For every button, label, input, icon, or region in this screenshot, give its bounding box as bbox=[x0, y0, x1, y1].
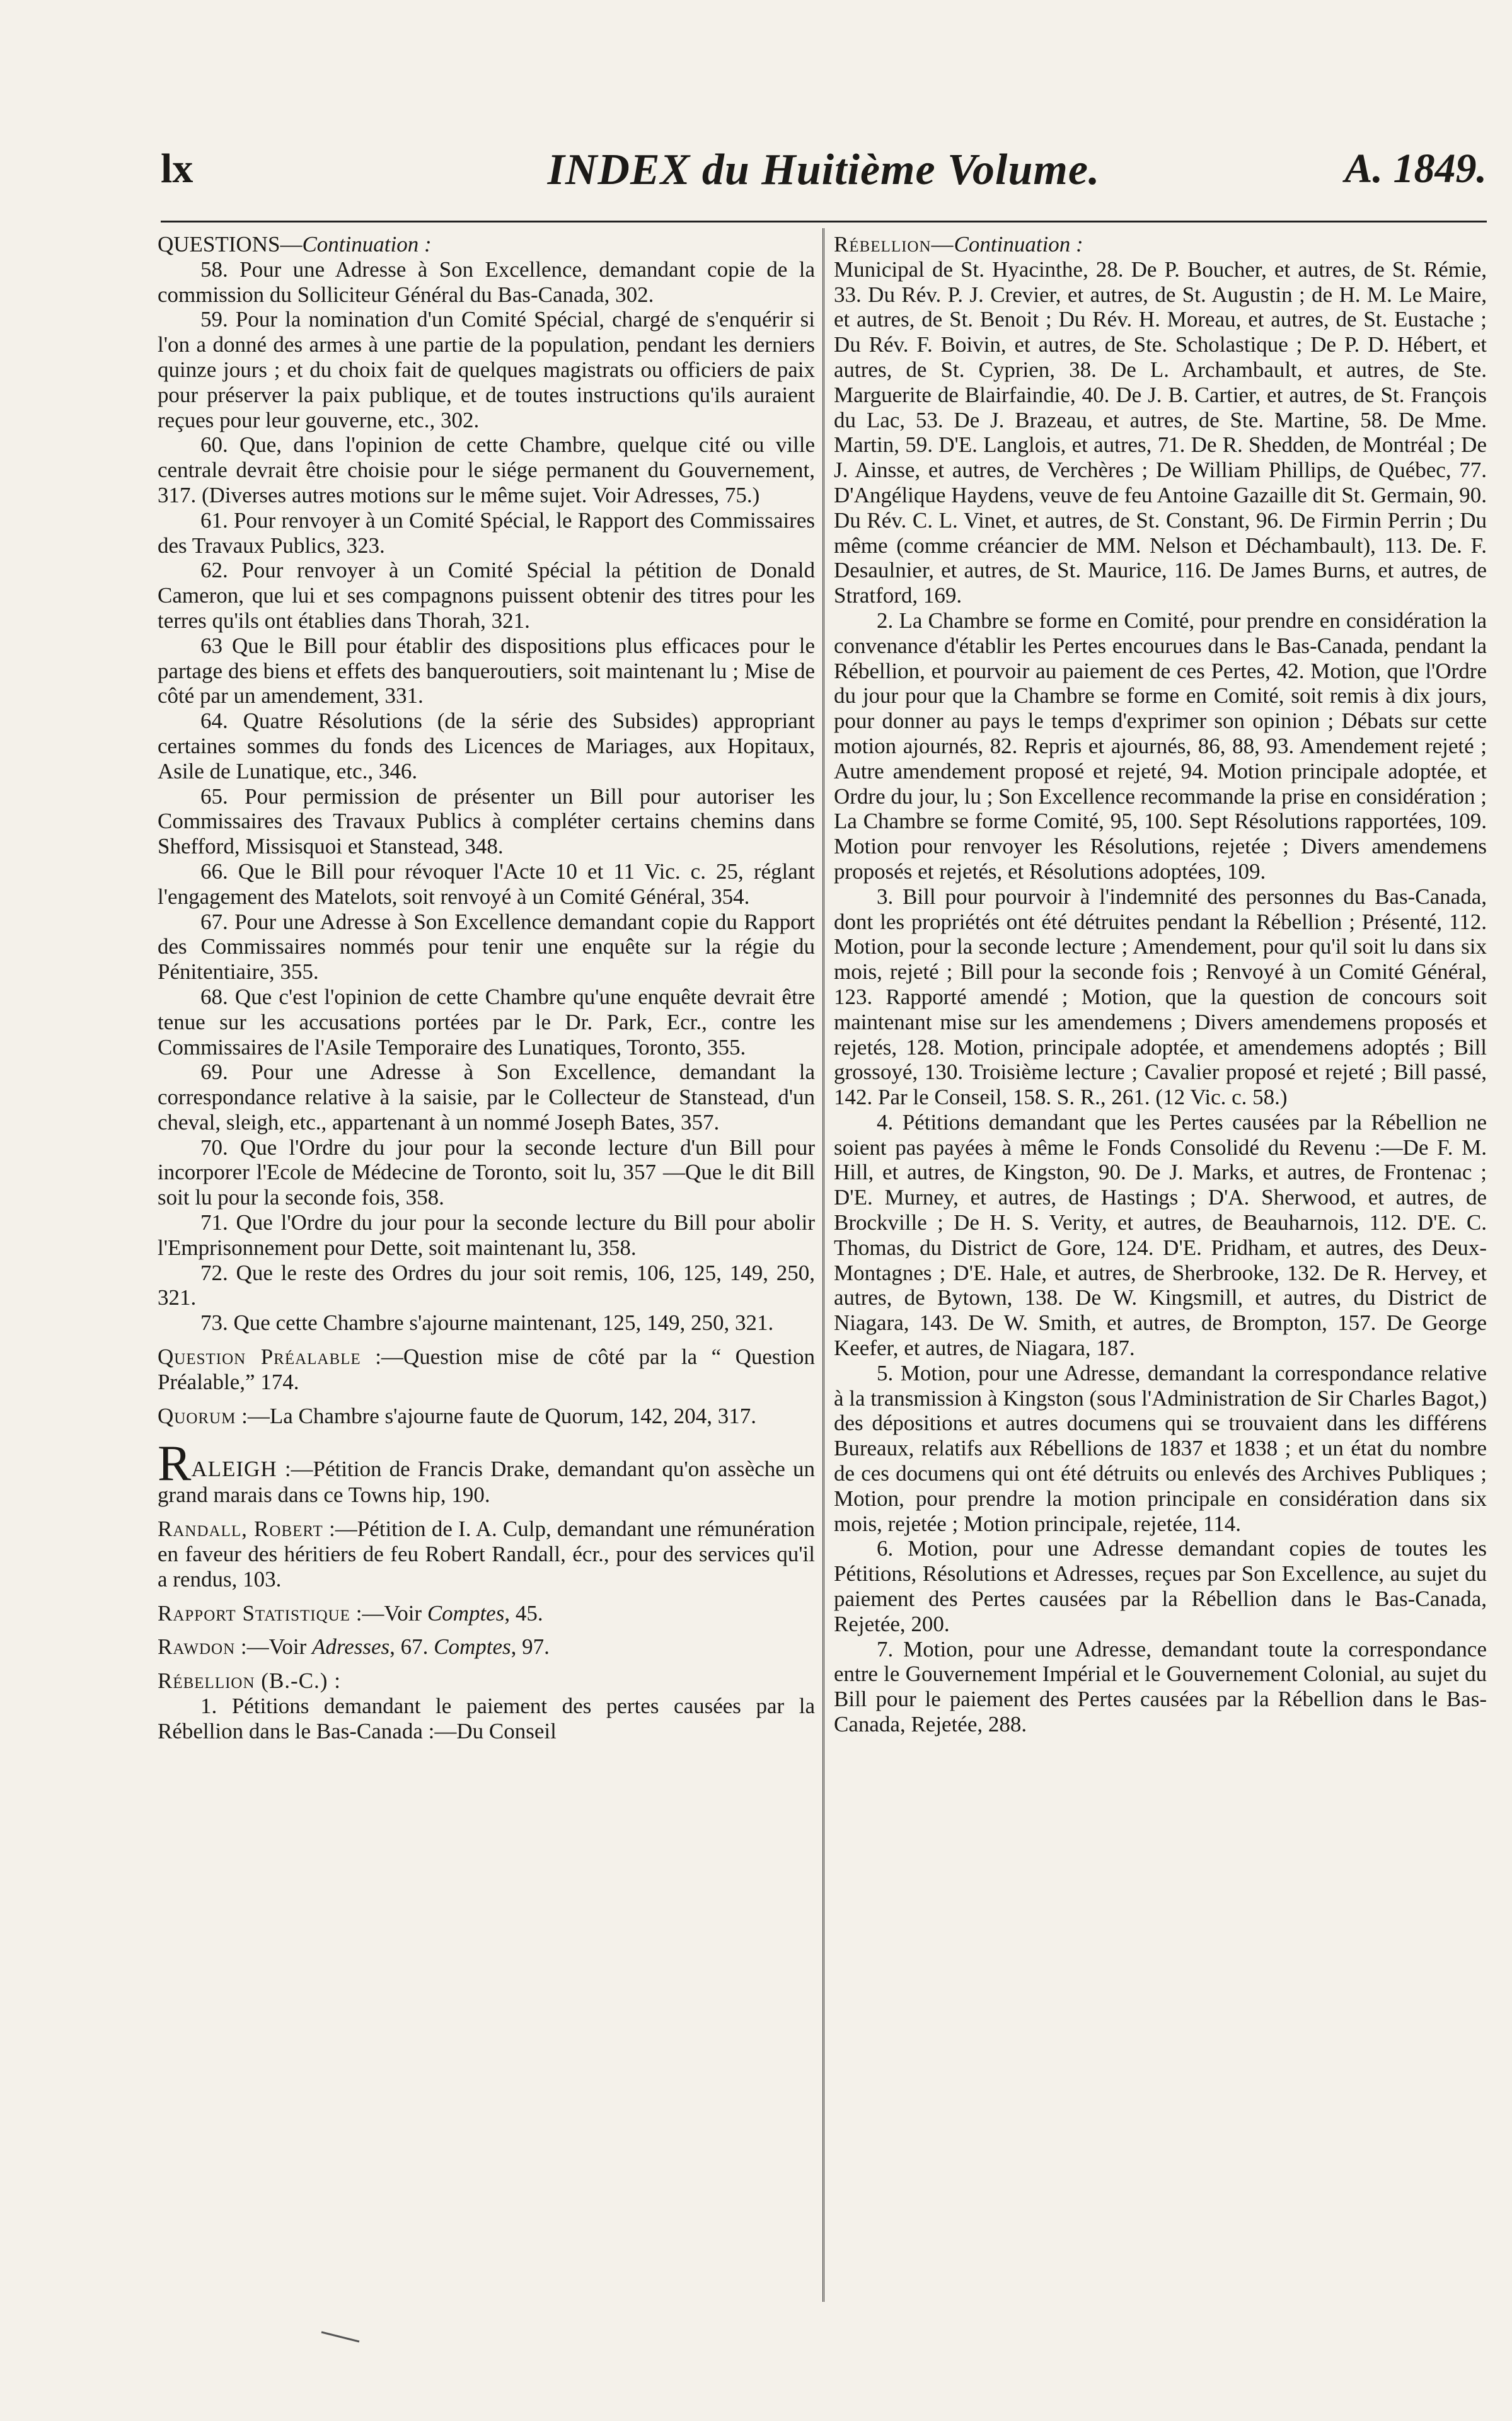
index-entry: 71. Que l'Ordre du jour pour la seconde lecture du Bill pour abolir l'Emprisonnement pour Dette, soit maintenant lu, 358. bbox=[158, 1210, 815, 1260]
index-entry: 70. Que l'Ordre du jour pour la seconde lecture d'un Bill pour incorporer l'Ecole de Médecine de Toronto, soit lu, 357 —Que le dit Bill soit lu pour la seconde fois, 358. bbox=[158, 1135, 815, 1210]
volume-year: A. 1849. bbox=[1344, 146, 1487, 192]
rapport-statistique-entry: Rapport Statistique :—Voir Comptes, 45. bbox=[158, 1600, 543, 1626]
rebellion-heading: Rébellion (B.-C.) : bbox=[158, 1668, 341, 1694]
index-entry: 62. Pour renvoyer à un Comité Spécial la pétition de Donald Cameron, que lui et ses compagnons puissent obtenir des titres pour les terres qu'ils ont établies dans Thorah, 321. bbox=[158, 558, 815, 633]
question-prealable-entry: Question Préalable :—Question mise de côté par la “ Question Préalable,” 174. bbox=[158, 1344, 815, 1394]
index-entry: 2. La Chambre se forme en Comité, pour prendre en considération la convenance d'établir les Pertes encourues dans le Bas-Canada, pendant la Rébellion, et pourvoir au paiement de ces Pertes, 42. Motion, que l'Ordre du jour pour que la Chambre se forme en Comité, soit remis à dix jours, pour donner au pays le temps d'exprimer son opinion ; Débats sur cette motion ajournés, 82. Repris et ajournés, 86, 88, 93. Amendement rejeté ; Autre amendement proposé et rejeté, 94. Motion principale adoptée, et Ordre du jour, lu ; Son Excellence recommande la prise en considération ; La Chambre se forme Comité, 95, 100. Sept Résolutions rapportées, 109. Motion pour renvoyer les Résolutions, rejetée ; Divers amendemens proposés et rejetés, et Résolutions adoptées, 109. bbox=[834, 608, 1487, 884]
index-entry: 72. Que le reste des Ordres du jour soit remis, 106, 125, 149, 250, 321. bbox=[158, 1260, 815, 1310]
quorum-entry: Quorum :—La Chambre s'ajourne faute de Quorum, 142, 204, 317. bbox=[158, 1403, 757, 1428]
header-rule bbox=[161, 221, 1487, 222]
index-entry: 73. Que cette Chambre s'ajourne maintenant, 125, 149, 250, 321. bbox=[200, 1310, 774, 1336]
section-initial: R bbox=[158, 1436, 192, 1492]
index-entry: 65. Pour permission de présenter un Bill pour autoriser les Commissaires des Travaux Publics à compléter certains chemins dans Shefford, Missisquoi et Stanstead, 348. bbox=[158, 783, 815, 859]
index-entry: 68. Que c'est l'opinion de cette Chambre qu'une enquête devrait être tenue sur les accusations portées par le Dr. Park, Ecr., contre les Commissaires de l'Asile Temporaire des Lunatiques, Toronto, 355. bbox=[158, 984, 815, 1060]
page-number: lx bbox=[161, 146, 193, 192]
randall-entry: Randall, Robert :—Pétition de I. A. Culp, demandant une rémunération en faveur des héritiers de feu Robert Randall, écr., pour des services qu'il a rendus, 103. bbox=[158, 1517, 815, 1592]
index-entry: 60. Que, dans l'opinion de cette Chambre, quelque cité ou ville centrale devrait être choisie pour le siége permanent du Gouvernement, 317. (Diverses autres motions sur le même sujet. Voir Adresses, 75.) bbox=[158, 432, 815, 507]
index-entry: 58. Pour une Adresse à Son Excellence, demandant copie de la commission du Solliciteur Général du Bas-Canada, 302. bbox=[158, 257, 815, 307]
index-entry: 64. Quatre Résolutions (de la série des Subsides) appropriant certaines sommes du fonds des Licences de Mariages, aux Hopitaux, Asile de Lunatique, etc., 346. bbox=[158, 708, 815, 783]
rawdon-entry: Rawdon :—Voir Adresses, 67. Comptes, 97. bbox=[158, 1634, 550, 1660]
index-entry: 69. Pour une Adresse à Son Excellence, demandant la correspondance relative à la saisie, par le Collecteur de Stanstead, d'un cheval, sleigh, etc., appartenant à un nommé Joseph Bates, 357. bbox=[158, 1060, 815, 1135]
index-entry: 67. Pour une Adresse à Son Excellence demandant copie du Rapport des Commissaires nommés pour tenir une enquête sur la régie du Pénitentiaire, 355. bbox=[158, 909, 815, 985]
index-entry: 3. Bill pour pourvoir à l'indemnité des personnes du Bas-Canada, dont les propriétés ont été détruites pendant la Rébellion ; Présenté, 112. Motion, pour la seconde lecture ; Amendement, pour qu'il soit lu dans six mois, rejeté ; Bill pour la seconde fois ; Renvoyé à un Comité Général, 123. Rapporté amendé ; Motion, que la question de concours soit maintenant mise sur les amendemens ; Divers amendemens proposés et rejetés, 128. Motion, principale adoptée, et amendemens adoptés ; Bill grossoyé, 130. Troisième lecture ; Cavalier proposé et rejeté ; Bill passé, 142. Par le Conseil, 158. S. R., 261. (12 Vic. c. 58.) bbox=[834, 884, 1487, 1110]
index-entry: 59. Pour la nomination d'un Comité Spécial, chargé de s'enquérir si l'on a donné des armes à une partie de la population, pendant les derniers quinze jours ; et du choix fait de quelques magistrats ou officiers de paix pour préserver la paix publique, et de toutes instructions qu'ils auraient reçues pour leur gouverne, etc., 302. bbox=[158, 307, 815, 432]
index-entry: 63 Que le Bill pour établir des dispositions plus efficaces pour le partage des biens et effets des banqueroutiers, soit maintenant lu ; Mise de côté par un amendement, 331. bbox=[158, 633, 815, 708]
index-entry: Municipal de St. Hyacinthe, 28. De P. Boucher, et autres, de St. Rémie, 33. Du Rév. P. J. Crevier, et autres, de St. Augustin ; de H. M. Le Maire, et autres, de St. Benoit ; Du Rév. H. Moreau, et autres, de St. Eustache ; Du Rév. F. Boivin, et autres, de Ste. Scholastique ; De P. D. Hébert, et autres, de St. Cyprien, 38. De L. Archambault, et autres, de Ste. Marguerite de Blairfaindie, 40. De J. B. Cartier, et autres, de St. François du Lac, 53. De J. Brazeau, et autres, de Ste. Martine, 58. De Mme. Martin, 59. D'E. Langlois, et autres, 71. De R. Shedden, de Montréal ; De J. Ainsse, et autres, de Verchères ; De William Phillips, de Québec, 77. D'Angélique Haydens, veuve de feu Antoine Gazaille dit St. Germain, 90. Du Rév. C. L. Vinet, et autres, de St. Constant, 96. De Firmin Perrin ; Du même (comme créancier de MM. Nelson et Déchambault), 113. De. F. Desaulnier, et autres, de St. Maurice, 116. De James Burns, et autres, de Stratford, 169. bbox=[834, 257, 1487, 608]
rebellion-continuation-heading: Rébellion—Continuation : bbox=[834, 232, 1083, 257]
raleigh-entry: RALEIGH :—Pétition de Francis Drake, demandant qu'on assèche un grand marais dans ce Towns hip, 190. bbox=[158, 1436, 815, 1508]
title-rest: du Huitième Volume. bbox=[690, 146, 1100, 194]
index-entry: 6. Motion, pour une Adresse demandant copies de toutes les Pétitions, Résolutions et Adresses, reçues par Son Excellence, au sujet du paiement des Pertes causées par la Rébellion dans le Bas-Canada, Rejetée, 200. bbox=[834, 1536, 1487, 1636]
left-column bbox=[158, 232, 815, 1744]
page-title bbox=[161, 145, 1487, 195]
index-entry: 66. Que le Bill pour révoquer l'Acte 10 et 11 Vic. c. 25, réglant l'engagement des Matelots, soit renvoyé à un Comité Général, 354. bbox=[158, 858, 815, 909]
questions-heading: QUESTIONS—Continuation : bbox=[158, 232, 432, 257]
page-header bbox=[161, 145, 1487, 214]
index-entry: 61. Pour renvoyer à un Comité Spécial, le Rapport des Commissaires des Travaux Publics, 323. bbox=[158, 507, 815, 558]
column-divider bbox=[822, 228, 824, 2302]
index-entry: 7. Motion, pour une Adresse, demandant toute la correspondance entre le Gouvernement Impérial et le Gouvernement Colonial, au sujet du Bill pour le paiement des Pertes causées par la Rébellion dans le Bas-Canada, Rejetée, 288. bbox=[834, 1636, 1487, 1737]
title-main: INDEX bbox=[547, 146, 691, 194]
index-entry: 5. Motion, pour une Adresse, demandant la correspondance relative à la transmission à Kingston (sous l'Administration de Sir Charles Bagot,) des dépositions et autres documens qui se trouvaient dans les différens Bureaux, relatifs aux Rébellions de 1837 et 1838 ; et un état du nombre de ces documens qui ont été détruits ou enlevés des Archives Publiques ; Motion, pour prendre la motion principale en considération dans six mois, rejetée ; Motion principale, rejetée, 114. bbox=[834, 1360, 1487, 1536]
index-entry: 1. Pétitions demandant le paiement des pertes causées par la Rébellion dans le Bas-Canada :—Du Conseil bbox=[158, 1694, 815, 1743]
right-column bbox=[834, 232, 1487, 1737]
paper-smudge bbox=[145, 2320, 775, 2357]
index-entry: 4. Pétitions demandant que les Pertes causées par la Rébellion ne soient pas payées à même le Fonds Consolidé du Revenu :—De F. M. Hill, et autres, de Kingston, 90. De J. Marks, et autres, de Frontenac ; D'E. Murney, et autres, de Hastings ; D'A. Sherwood, et autres, de Brockville ; De H. S. Verity, et autres, de Beauharnois, 112. D'E. C. Thomas, du District de Gore, 124. D'E. Pridham, et autres, des Deux-Montagnes ; D'E. Hale, et autres, de Sherbrooke, 132. De R. Hervey, et autres, de Bytown, 138. De W. Kingsmill, et autres, du District de Niagara, 143. De W. Smith, et autres, de Brompton, 157. De George Keefer, et autres, de Niagara, 187. bbox=[834, 1109, 1487, 1361]
